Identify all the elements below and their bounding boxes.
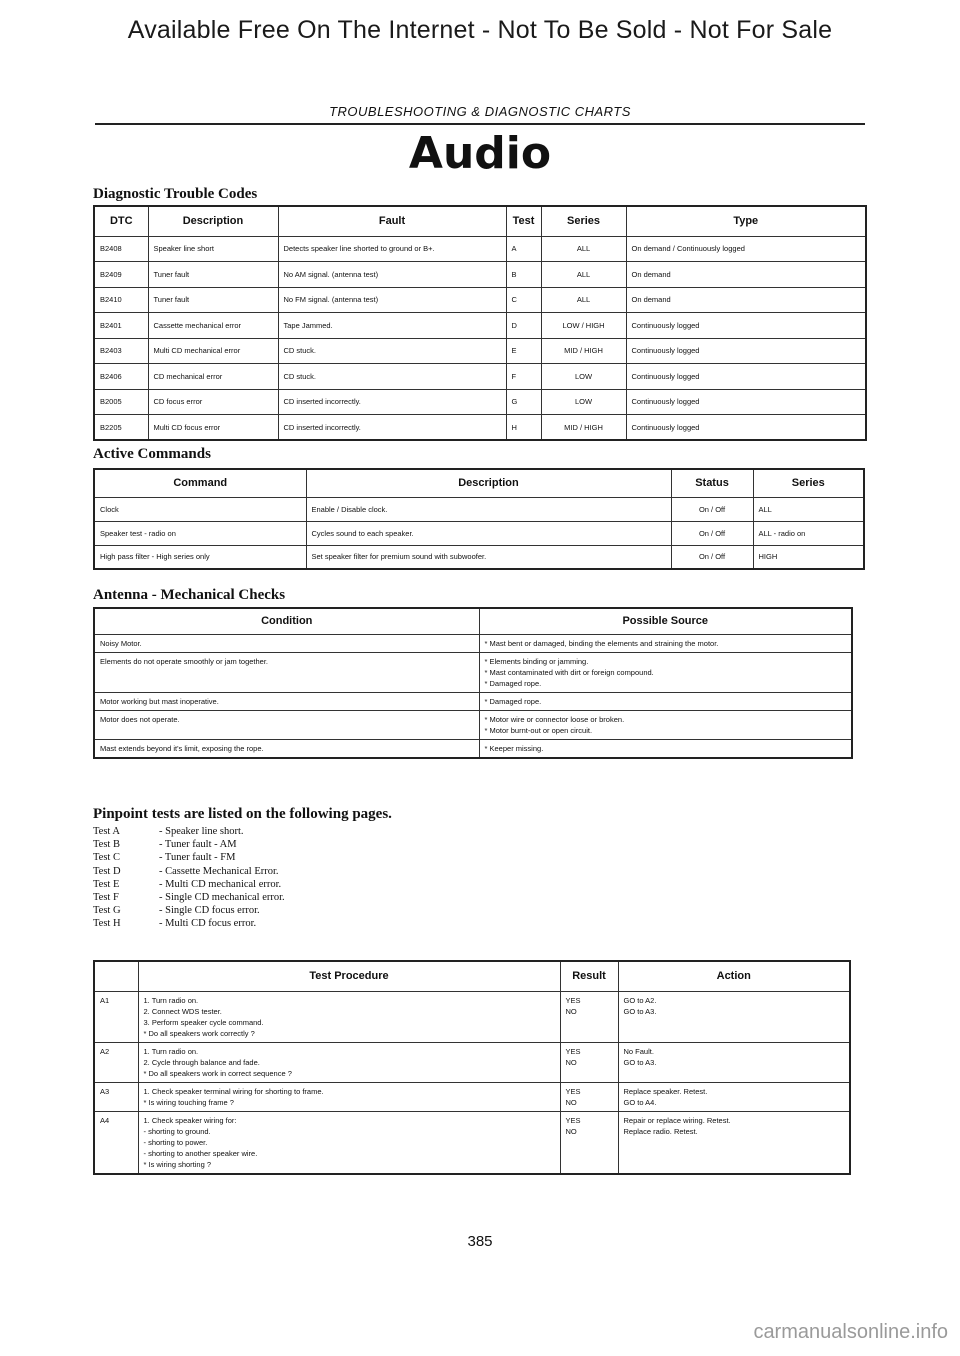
table-cell: B <box>506 262 541 288</box>
table-row <box>94 1082 850 1111</box>
table-cell: YES NO <box>560 991 618 1042</box>
table-cell: ALL <box>541 262 626 288</box>
table-cell: CD inserted incorrectly. <box>278 415 506 441</box>
table-row <box>94 236 866 262</box>
table-cell: Detects speaker line shorted to ground or B+. <box>278 236 506 262</box>
test-id: Test D <box>93 865 121 877</box>
column-header: Command <box>94 469 306 497</box>
list-item <box>93 917 285 930</box>
table-row <box>94 521 864 545</box>
test-description: - Single CD focus error. <box>159 905 260 917</box>
table-cell: Multi CD focus error <box>148 415 278 441</box>
header-rule <box>95 123 865 125</box>
table-cell: B2410 <box>94 287 148 313</box>
table-cell: A4 <box>94 1111 138 1174</box>
table-row <box>94 692 852 710</box>
test-id: Test B <box>93 839 120 851</box>
table-row <box>94 415 866 441</box>
table-cell: Multi CD mechanical error <box>148 338 278 364</box>
table-row <box>94 338 866 364</box>
column-header: Condition <box>94 608 479 634</box>
footer-watermark: carmanualsonline.info <box>753 1321 948 1343</box>
pinpoint-heading: Pinpoint tests are listed on the following pages. <box>93 806 392 822</box>
table-cell: C <box>506 287 541 313</box>
table-cell: Speaker line short <box>148 236 278 262</box>
table-row <box>94 1042 850 1082</box>
table-cell: 1. Turn radio on. 2. Connect WDS tester. 3. Perform speaker cycle command. * Do all speakers work correctly ? <box>138 991 560 1042</box>
table-row <box>94 634 852 652</box>
table-cell: Enable / Disable clock. <box>306 497 671 521</box>
table-cell: B2406 <box>94 364 148 390</box>
table-cell: On / Off <box>671 521 753 545</box>
table-cell: A1 <box>94 991 138 1042</box>
test-id: Test E <box>93 878 120 890</box>
test-description: - Multi CD focus error. <box>159 918 257 930</box>
table-cell: YES NO <box>560 1042 618 1082</box>
table-cell: MID / HIGH <box>541 415 626 441</box>
table-cell: CD stuck. <box>278 338 506 364</box>
list-item <box>93 904 285 917</box>
table-cell: 1. Check speaker wiring for: - shorting to ground. - shorting to power. - shorting to another speaker wire. * Is wiring shorting ? <box>138 1111 560 1174</box>
table-cell: ALL <box>753 497 864 521</box>
table-cell: E <box>506 338 541 364</box>
test-id: Test F <box>93 892 119 904</box>
column-header: Description <box>306 469 671 497</box>
table-cell: High pass filter - High series only <box>94 545 306 569</box>
table-row <box>94 1111 850 1174</box>
table-cell: Continuously logged <box>626 415 866 441</box>
table-row <box>94 652 852 692</box>
table-cell: Motor does not operate. <box>94 710 479 739</box>
list-item <box>93 865 285 878</box>
table-row <box>94 545 864 569</box>
table-cell: * Motor wire or connector loose or broken. * Motor burnt-out or open circuit. <box>479 710 852 739</box>
table-cell: MID / HIGH <box>541 338 626 364</box>
table-cell: F <box>506 364 541 390</box>
table-cell: B2403 <box>94 338 148 364</box>
table-cell: * Mast bent or damaged, binding the elements and straining the motor. <box>479 634 852 652</box>
active-commands-heading: Active Commands <box>93 446 211 462</box>
table-row <box>94 262 866 288</box>
table-cell: * Damaged rope. <box>479 692 852 710</box>
column-header: Fault <box>278 206 506 236</box>
column-header: Description <box>148 206 278 236</box>
table-row <box>94 389 866 415</box>
active-commands-table <box>93 468 865 570</box>
table-row <box>94 313 866 339</box>
table-cell: Continuously logged <box>626 338 866 364</box>
table-cell: On demand <box>626 262 866 288</box>
table-cell: Continuously logged <box>626 313 866 339</box>
table-cell: Elements do not operate smoothly or jam together. <box>94 652 479 692</box>
table-cell: On demand <box>626 287 866 313</box>
test-description: - Cassette Mechanical Error. <box>159 865 279 877</box>
column-header: Test Procedure <box>138 961 560 991</box>
column-header: Test <box>506 206 541 236</box>
test-id: Test H <box>93 918 121 930</box>
test-id: Test C <box>93 852 120 864</box>
test-description: - Multi CD mechanical error. <box>159 878 282 890</box>
table-cell: Noisy Motor. <box>94 634 479 652</box>
table-cell: * Elements binding or jamming. * Mast contaminated with dirt or foreign compound. * Damaged rope. <box>479 652 852 692</box>
banner: Available Free On The Internet - Not To Be Sold - Not For Sale <box>127 16 833 44</box>
column-header: Type <box>626 206 866 236</box>
table-cell: No Fault. GO to A3. <box>618 1042 850 1082</box>
table-cell: Continuously logged <box>626 389 866 415</box>
table-cell: Clock <box>94 497 306 521</box>
table-cell: CD inserted incorrectly. <box>278 389 506 415</box>
list-item <box>93 878 285 891</box>
test-description: - Tuner fault - AM <box>159 839 237 851</box>
page-title: Audio <box>408 128 552 179</box>
list-item <box>93 825 285 838</box>
table-cell: Cycles sound to each speaker. <box>306 521 671 545</box>
table-cell: A2 <box>94 1042 138 1082</box>
table-cell: ALL - radio on <box>753 521 864 545</box>
table-cell: * Keeper missing. <box>479 739 852 758</box>
table-cell: Tuner fault <box>148 262 278 288</box>
column-header: Result <box>560 961 618 991</box>
test-id: Test A <box>93 826 120 837</box>
table-cell: Speaker test - radio on <box>94 521 306 545</box>
page-header: TROUBLESHOOTING & DIAGNOSTIC CHARTS <box>329 104 631 119</box>
table-cell: HIGH <box>753 545 864 569</box>
table-cell: Mast extends beyond it's limit, exposing the rope. <box>94 739 479 758</box>
table-row <box>94 287 866 313</box>
table-cell: GO to A2. GO to A3. <box>618 991 850 1042</box>
table-cell: B2409 <box>94 262 148 288</box>
table-cell: Continuously logged <box>626 364 866 390</box>
pinpoint-test-list <box>93 825 285 931</box>
table-cell: 1. Check speaker terminal wiring for shorting to frame. * Is wiring touching frame ? <box>138 1082 560 1111</box>
table-row <box>94 710 852 739</box>
list-item <box>93 851 285 864</box>
table-cell: LOW <box>541 389 626 415</box>
table-row <box>94 364 866 390</box>
table-cell: Set speaker filter for premium sound with subwoofer. <box>306 545 671 569</box>
table-cell: Replace speaker. Retest. GO to A4. <box>618 1082 850 1111</box>
test-description: - Single CD mechanical error. <box>159 892 285 904</box>
table-cell: B2205 <box>94 415 148 441</box>
table-cell: YES NO <box>560 1082 618 1111</box>
table-cell: A3 <box>94 1082 138 1111</box>
table-cell: G <box>506 389 541 415</box>
table-cell: B2408 <box>94 236 148 262</box>
table-cell: Motor working but mast inoperative. <box>94 692 479 710</box>
table-cell: H <box>506 415 541 441</box>
test-procedure-table <box>93 960 851 1175</box>
table-cell: B2401 <box>94 313 148 339</box>
table-cell: LOW <box>541 364 626 390</box>
page-number: 385 <box>467 1233 493 1250</box>
table-cell: YES NO <box>560 1111 618 1174</box>
table-cell: On demand / Continuously logged <box>626 236 866 262</box>
table-cell: A <box>506 236 541 262</box>
table-cell: CD focus error <box>148 389 278 415</box>
table-row <box>94 497 864 521</box>
test-description: - Tuner fault - FM <box>159 852 236 864</box>
table-cell: D <box>506 313 541 339</box>
column-header: DTC <box>94 206 148 236</box>
table-cell: 1. Turn radio on. 2. Cycle through balance and fade. * Do all speakers work in correct sequence ? <box>138 1042 560 1082</box>
antenna-heading: Antenna - Mechanical Checks <box>93 587 286 603</box>
table-cell: Repair or replace wiring. Retest. Replace radio. Retest. <box>618 1111 850 1174</box>
dtc-heading: Diagnostic Trouble Codes <box>93 186 258 202</box>
table-row <box>94 991 850 1042</box>
column-header: Series <box>541 206 626 236</box>
column-header: Series <box>753 469 864 497</box>
column-header: Action <box>618 961 850 991</box>
table-cell: B2005 <box>94 389 148 415</box>
antenna-checks-table <box>93 607 853 759</box>
table-cell: Tape Jammed. <box>278 313 506 339</box>
table-cell: On / Off <box>671 545 753 569</box>
table-cell: CD stuck. <box>278 364 506 390</box>
table-cell: LOW / HIGH <box>541 313 626 339</box>
test-id: Test G <box>93 905 121 917</box>
table-cell: No AM signal. (antenna test) <box>278 262 506 288</box>
table-cell: Cassette mechanical error <box>148 313 278 339</box>
table-row <box>94 739 852 758</box>
list-item <box>93 891 285 904</box>
table-cell: CD mechanical error <box>148 364 278 390</box>
column-header: Possible Source <box>479 608 852 634</box>
table-cell: ALL <box>541 236 626 262</box>
list-item <box>93 838 285 851</box>
table-cell: ALL <box>541 287 626 313</box>
table-cell: No FM signal. (antenna test) <box>278 287 506 313</box>
table-cell: On / Off <box>671 497 753 521</box>
column-header <box>94 961 138 991</box>
table-cell: Tuner fault <box>148 287 278 313</box>
dtc-table <box>93 205 867 441</box>
column-header: Status <box>671 469 753 497</box>
test-description: - Speaker line short. <box>159 826 244 837</box>
